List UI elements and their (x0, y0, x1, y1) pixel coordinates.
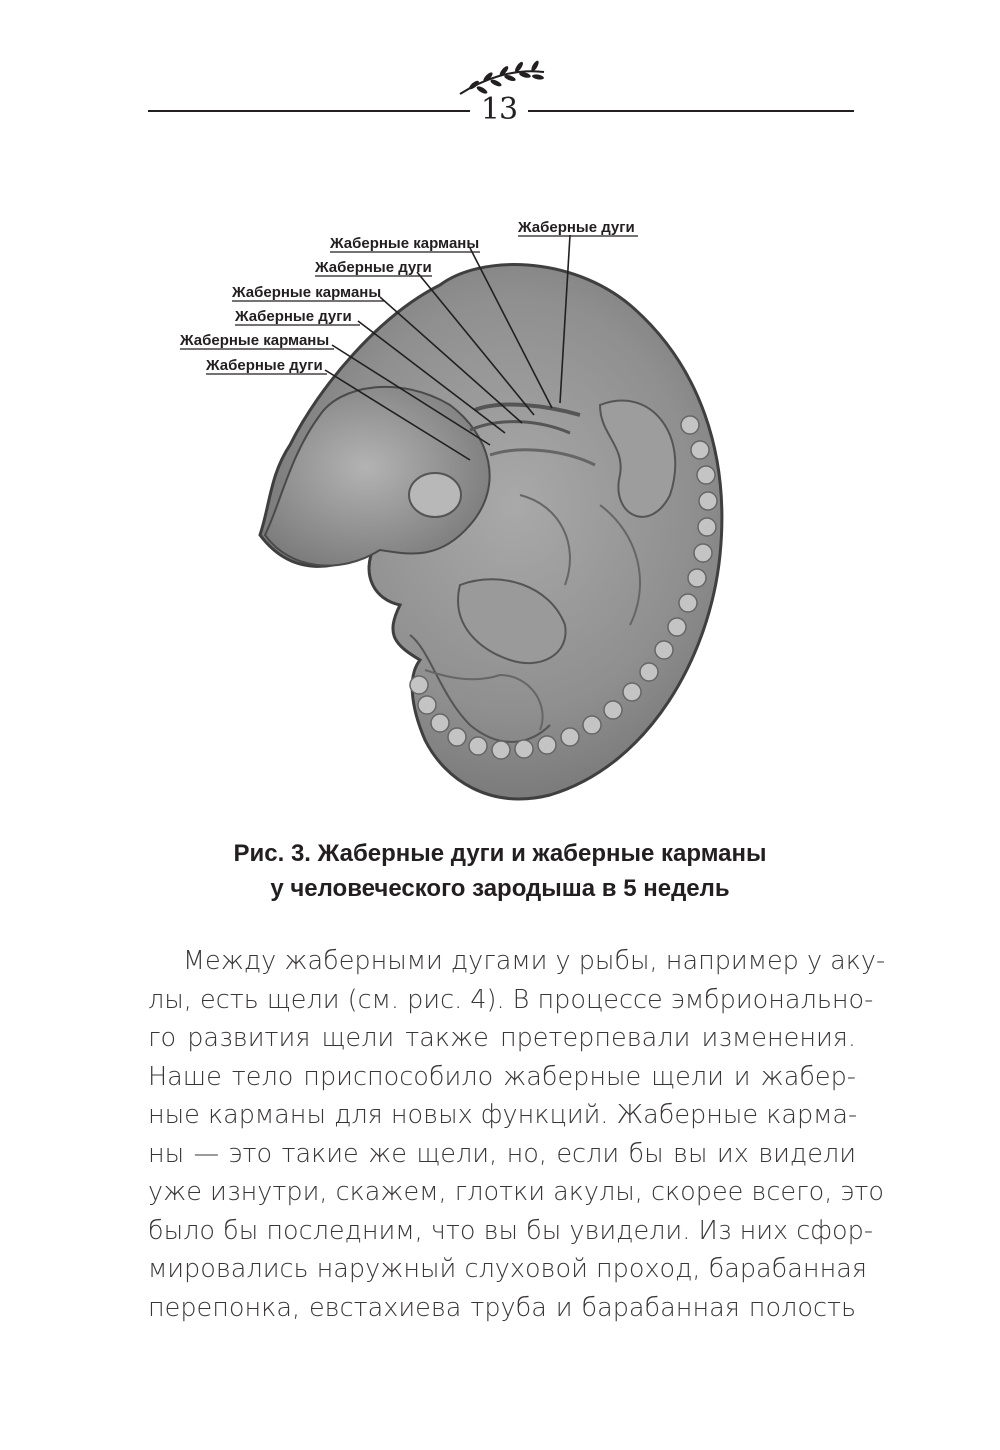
label-gill-pockets-1: Жаберные карманы (330, 235, 480, 252)
label-gill-arches-4: Жаберные дуги (206, 357, 323, 374)
body-line: ны — это такие же щели, но, если бы вы их видели (148, 1138, 856, 1169)
label-gill-pockets-3: Жаберные карманы (180, 332, 330, 349)
embryo-illustration (260, 265, 722, 799)
header-rule-right (528, 110, 854, 112)
body-line: лы, есть щели (см. рис. 4). В процессе эмбрионально- (148, 984, 874, 1015)
embryo-diagram (170, 205, 760, 815)
figure-embryo (170, 205, 760, 815)
page-number: 13 (480, 92, 518, 127)
page-header (0, 0, 1000, 140)
label-gill-arches-2: Жаберные дуги (315, 259, 432, 276)
caption-line-1: Рис. 3. Жаберные дуги и жаберные карманы (233, 840, 767, 867)
body-line: мировались наружный слуховой проход, барабанная (148, 1254, 867, 1284)
figure-caption (150, 836, 850, 906)
body-line: Между жаберными дугами у рыбы, например у аку- (183, 946, 886, 976)
body-line: перепонка, евстахиева труба и барабанная полость (148, 1292, 856, 1323)
body-line: го развития щели также претерпевали изменения. (148, 1023, 856, 1053)
header-rule-left (148, 110, 470, 112)
body-line: ные карманы для новых функций. Жаберные карма- (148, 1100, 858, 1130)
body-line: было бы последним, что вы бы увидели. Из них сфор- (148, 1215, 874, 1246)
body-line: уже изнутри, скажем, глотки акулы, скорее всего, это (148, 1177, 885, 1207)
label-gill-arches-3: Жаберные дуги (235, 308, 352, 325)
caption-line-2: у человеческого зародыша в 5 недель (270, 875, 730, 902)
body-line: Наше тело приспособило жаберные щели и жабер- (148, 1061, 856, 1092)
label-gill-pockets-2: Жаберные карманы (232, 284, 382, 301)
label-gill-arches-1: Жаберные дуги (518, 219, 635, 236)
body-paragraph (148, 942, 886, 1327)
